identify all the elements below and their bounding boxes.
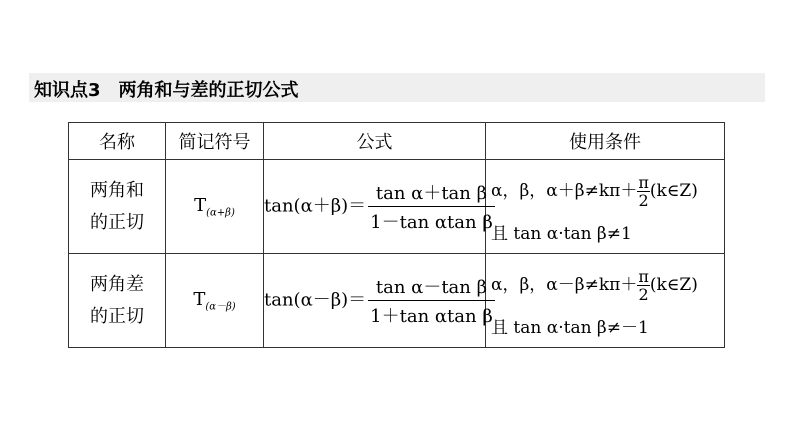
pi-denominator: 2	[638, 285, 649, 304]
condition-text: α，β，α－β≠kπ＋	[491, 275, 638, 295]
formula-denominator: 1＋tan αtan β	[370, 306, 493, 327]
table-header-row	[69, 123, 725, 160]
formula-fraction	[368, 179, 495, 234]
formula-denominator: 1－tan αtan β	[370, 212, 493, 233]
symbol-subscript: (α－β)	[205, 301, 236, 313]
name-cell	[69, 254, 166, 348]
condition-cell	[486, 160, 725, 254]
condition-line	[491, 263, 724, 307]
name-line: 两角差	[90, 273, 144, 295]
condition-text: α，β，α＋β≠kπ＋	[491, 181, 638, 201]
formula-fraction	[368, 273, 495, 328]
col-header-symbol: 简记符号	[166, 123, 264, 160]
condition-cell	[486, 254, 725, 348]
table-row	[69, 254, 725, 348]
name-line: 的正切	[90, 211, 144, 233]
col-header-formula: 公式	[264, 123, 486, 160]
condition-line	[491, 169, 724, 213]
pi-numerator: π	[638, 267, 649, 286]
symbol-cell	[166, 160, 264, 254]
name-cell	[69, 160, 166, 254]
formula-table	[68, 122, 725, 348]
pi-over-two	[637, 174, 650, 209]
condition-text: (k∈Z)	[649, 181, 698, 201]
condition-text: (k∈Z)	[649, 275, 698, 295]
name-line: 的正切	[90, 305, 144, 327]
symbol-cell	[166, 254, 264, 348]
pi-numerator: π	[638, 173, 649, 192]
pi-denominator: 2	[638, 191, 649, 210]
formula-lhs: tan(α－β)＝	[264, 289, 367, 311]
symbol-subscript: (α+β)	[206, 207, 235, 219]
section-title: 知识点3 两角和与差的正切公式	[34, 80, 299, 101]
symbol-main: T	[194, 194, 207, 216]
formula-cell	[264, 254, 493, 348]
condition-line-2: 且 tan α·tan β≠1	[491, 224, 632, 244]
col-header-name: 名称	[69, 123, 166, 160]
pi-over-two	[637, 268, 650, 303]
table-row	[69, 160, 725, 254]
formula-lhs: tan(α＋β)＝	[264, 195, 367, 217]
symbol-main: T	[193, 288, 206, 310]
name-line: 两角和	[90, 179, 144, 201]
col-header-condition: 使用条件	[486, 123, 725, 160]
formula-cell	[264, 160, 493, 254]
formula-numerator: tan α－tan β	[368, 273, 495, 301]
section-header	[29, 73, 765, 102]
condition-line-2: 且 tan α·tan β≠－1	[491, 318, 649, 338]
formula-numerator: tan α＋tan β	[368, 179, 495, 207]
